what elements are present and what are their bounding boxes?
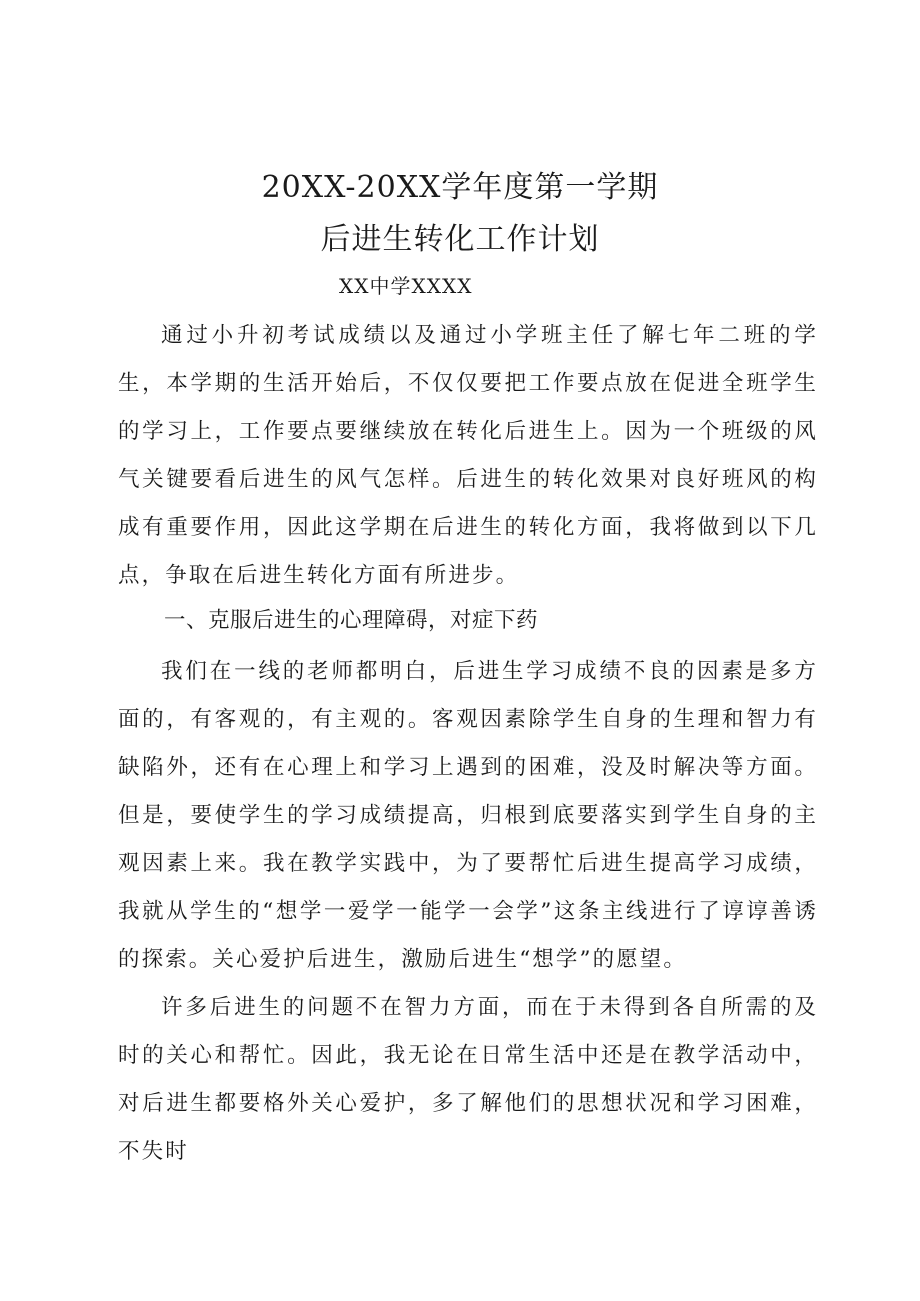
document-title-line2: 后进生转化工作计划 — [320, 222, 600, 257]
section1-paragraph-1: 我们在一线的老师都明白，后进生学习成绩不良的因素是多方面的，有客观的，有主观的。客观因素除学生自身的生理和智力有缺陷外，还有在心理上和学习上遇到的困难，没及时解决等方面。但是，要使学生的学习成绩提高，归根到底要落实到学生自身的主观因素上来。我在教学实践中，为了要帮忙后进生提高学习成绩，我就从学生的“想学一爱学一能学一会学”这条主线进行了谆谆善诱的探索。关心爱护后进生，激励后进生“想学”的愿望。 — [118, 659, 818, 972]
intro-paragraph: 通过小升初考试成绩以及通过小学班主任了解七年二班的学生，本学期的生活开始后，不仅仅要把工作要点放在促进全班学生的学习上，工作要点要继续放在转化后进生上。因为一个班级的风气关键要看后进生的风气怎样。后进生的转化效果对良好班风的构成有重要作用，因此这学期在后进生的转化方面，我将做到以下几点，争取在后进生转化方面有所进步。 — [118, 323, 818, 588]
section-heading-1: 一、克服后进生的心理障碍，对症下药 — [164, 608, 539, 633]
document-title-line1: 20XX-20XX学年度第一学期 — [261, 170, 659, 205]
author-byline: XX中学XXXX — [339, 274, 473, 298]
section1-paragraph-2: 许多后进生的问题不在智力方面，而在于未得到各自所需的及时的关心和帮忙。因此，我无论在日常生活中还是在教学活动中，对后进生都要格外关心爱护，多了解他们的思想状况和学习困难，不失时 — [118, 995, 818, 1164]
